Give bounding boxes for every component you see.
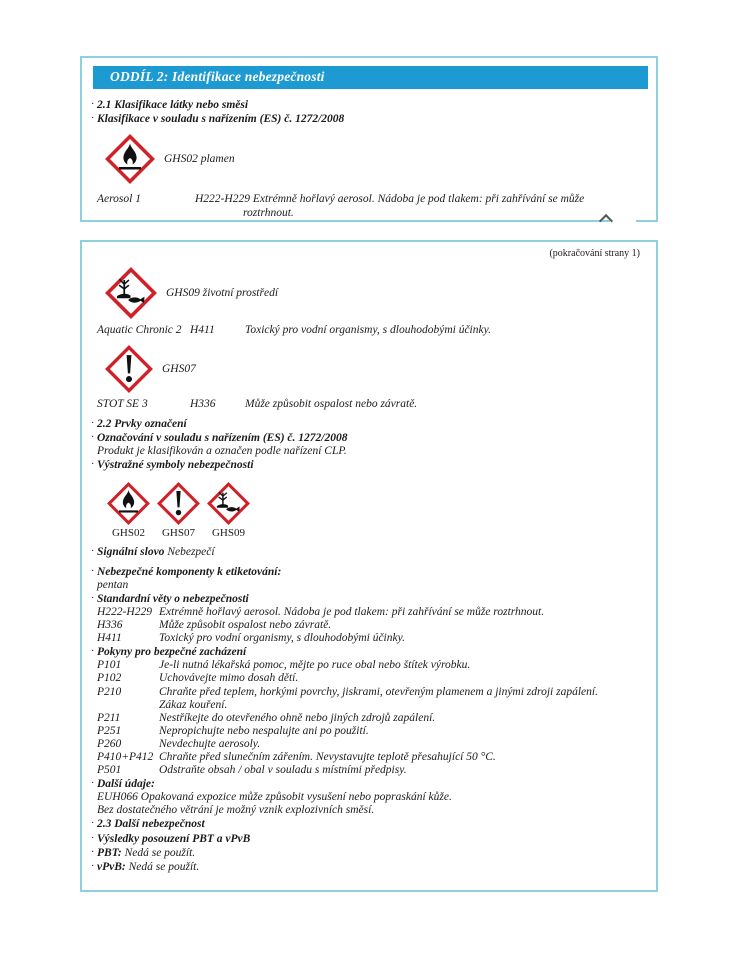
- page-break-notch: [610, 216, 636, 223]
- text-line: [91, 860, 643, 874]
- hazard-class: STOT SE 3: [97, 398, 148, 411]
- bullet-dot: ·: [91, 432, 95, 444]
- text-line: [97, 579, 643, 592]
- text-segment: Nedá se použít.: [124, 846, 196, 859]
- text-segment: Standardní věty o nebezpečnosti: [97, 592, 249, 605]
- statement-row: [97, 725, 643, 738]
- bullet-dot: ·: [91, 418, 95, 430]
- statement-row: [97, 619, 643, 632]
- text-segment: PBT:: [97, 846, 125, 859]
- statement-text: Nestříkejte do otevřeného ohně nebo jiných zdrojů zapálení.: [159, 711, 436, 724]
- text-line: [91, 565, 643, 579]
- text-line: [91, 431, 643, 445]
- statement-row: [97, 659, 643, 672]
- ghs07-exclamation-icon: [105, 345, 153, 393]
- statement-text-continued: Zákaz kouření.: [159, 698, 228, 711]
- text-line: [91, 458, 643, 472]
- text-segment: Další údaje:: [97, 778, 155, 791]
- text-segment: Výsledky posouzení PBT a vPvB: [97, 832, 251, 845]
- pictogram-code-label: GHS02: [111, 526, 145, 539]
- statement-text: Odstraňte obsah / obal v souladu s místními předpisy.: [159, 764, 407, 777]
- bullet-dot: ·: [91, 846, 95, 858]
- statement-row: [97, 606, 643, 619]
- description-line: roztrhnout.: [243, 206, 294, 219]
- bullet-dot: ·: [91, 113, 95, 125]
- ghs09-environment-icon: [207, 482, 250, 525]
- bullet-dot: ·: [91, 832, 95, 844]
- hazard-text: Může způsobit ospalost nebo závratě.: [245, 398, 418, 411]
- hazard-code: H336: [190, 398, 216, 411]
- classification-description: [195, 193, 584, 220]
- statement-text: Je-li nutná lékařská pomoc, mějte po ruce obal nebo štítek výrobku.: [159, 659, 471, 672]
- pictogram-strip: [105, 482, 643, 539]
- section2-box: [80, 56, 658, 222]
- statement-row: [97, 632, 643, 645]
- hazard-class: Aquatic Chronic 2: [97, 324, 182, 336]
- text-segment: pentan: [97, 578, 129, 591]
- text-segment: vPvB:: [97, 860, 129, 873]
- bullet-dot: ·: [91, 592, 95, 604]
- classification-row: [97, 193, 643, 220]
- description-line: H222-H229 Extrémně hořlavý aerosol. Nádoba je pod tlakem: při zahřívání se může: [195, 193, 585, 206]
- statement-row: [97, 712, 643, 725]
- statement-row: [97, 764, 643, 777]
- text-line: [91, 417, 643, 431]
- text-segment: Výstražné symboly nebezpečnosti: [97, 459, 254, 472]
- ghs09-environment-icon: [105, 267, 157, 319]
- text-segment: Označování v souladu s nařízením (ES) č. 1272/2008: [97, 432, 348, 445]
- text-line: [97, 445, 643, 458]
- text-segment: 2.2 Prvky označení: [97, 418, 187, 431]
- statement-text: Extrémně hořlavý aerosol. Nádoba je pod tlakem: při zahřívání se může roztrhnout.: [159, 605, 545, 618]
- statement-text: Uchovávejte mimo dosah dětí.: [159, 672, 299, 685]
- text-segment: 2.1 Klasifikace látky nebo směsi: [97, 99, 249, 111]
- text-segment: 2.3 Další nebezpečnost: [97, 818, 205, 831]
- text-segment: Bez dostatečného větrání je možný vznik explozivních směsí.: [97, 804, 375, 817]
- text-segment: Pokyny pro bezpečné zacházení: [97, 646, 247, 659]
- statement-text: Chraňte před slunečním zářením. Nevystavujte teplotě přesahující 50 °C.: [159, 750, 496, 763]
- statement-text: Chraňte před teplem, horkými povrchy, jiskrami, otevřeným plamenem a jinými zdroji zapálení.: [159, 685, 598, 698]
- pictogram-label: GHS09 životní prostředí: [166, 287, 279, 299]
- ghs02-flame-icon: [107, 482, 150, 525]
- statement-text: Může způsobit ospalost nebo závratě.: [159, 619, 332, 632]
- pictogram-code-label: GHS09: [211, 526, 245, 539]
- pictogram-line: [105, 345, 643, 393]
- text-line: [91, 645, 643, 659]
- statement-row: [97, 738, 643, 751]
- section2-continuation-content: [91, 267, 643, 874]
- hazard-classification-row: [97, 398, 643, 411]
- bullet-dot: ·: [91, 565, 95, 577]
- statement-code: P501: [97, 764, 122, 777]
- pictogram-line: [105, 134, 643, 184]
- pictogram-label: GHS02 plamen: [164, 153, 235, 166]
- text-line: [91, 592, 643, 606]
- statement-code: P101: [97, 659, 122, 672]
- section-title: ODDÍL 2: Identifikace nebezpečnosti: [110, 69, 325, 84]
- statement-text: Nepropichujte nebo nespalujte ani po použití.: [159, 724, 369, 737]
- text-line: [91, 98, 643, 112]
- pictogram-line: [105, 267, 643, 319]
- statement-code: P211: [97, 711, 121, 724]
- statement-code: H411: [97, 632, 122, 645]
- statement-code: P210: [97, 685, 122, 698]
- text-segment: Klasifikace v souladu s nařízením (ES) č. 1272/2008: [97, 113, 345, 126]
- statement-code: P251: [97, 724, 122, 737]
- statement-code: P102: [97, 672, 122, 685]
- section-header-bar: [93, 66, 648, 89]
- text-line: [97, 804, 643, 817]
- statement-row: [97, 686, 643, 712]
- statement-row: [97, 672, 643, 685]
- pictogram-item: [205, 482, 252, 539]
- bullet-dot: ·: [91, 99, 95, 110]
- statement-code: P260: [97, 737, 122, 750]
- statement-code: H222-H229: [97, 605, 152, 618]
- statement-code: H336: [97, 619, 123, 632]
- hazard-text: Toxický pro vodní organismy, s dlouhodobými účinky.: [245, 324, 491, 336]
- statement-text: Toxický pro vodní organismy, s dlouhodobými účinky.: [159, 632, 405, 645]
- statement-text: Nevdechujte aerosoly.: [159, 737, 261, 750]
- pictogram-item: [105, 482, 152, 539]
- text-line: [91, 545, 643, 559]
- ghs02-flame-icon: [105, 134, 155, 184]
- bullet-dot: ·: [91, 818, 95, 830]
- statement-row: [97, 751, 643, 764]
- text-line: [97, 791, 643, 804]
- text-segment: Nebezpečí: [167, 545, 215, 558]
- bullet-dot: ·: [91, 860, 95, 872]
- text-line: [91, 832, 643, 846]
- hazard-classification-row: [97, 324, 643, 337]
- statement-code: P410+P412: [97, 750, 154, 763]
- classification-name: Aerosol 1: [97, 193, 141, 206]
- bullet-dot: ·: [91, 545, 95, 557]
- text-segment: Nebezpečné komponenty k etiketování:: [97, 565, 282, 578]
- section2-content: [91, 98, 643, 220]
- continuation-note: (pokračování strany 1): [549, 248, 640, 259]
- text-line: [91, 112, 643, 126]
- bullet-dot: ·: [91, 459, 95, 471]
- text-line: [91, 846, 643, 860]
- pictogram-item: [155, 482, 202, 539]
- text-segment: Nedá se použít.: [128, 860, 200, 873]
- hazard-code: H411: [190, 324, 215, 336]
- bullet-dot: ·: [91, 778, 95, 790]
- pictogram-code-label: GHS07: [161, 526, 195, 539]
- text-segment: EUH066 Opakovaná expozice může způsobit vysušení nebo popraskání kůže.: [97, 791, 452, 804]
- text-line: [91, 817, 643, 831]
- text-line: [91, 777, 643, 791]
- text-segment: Signální slovo: [97, 545, 168, 558]
- section2-continuation-box: [80, 240, 658, 892]
- pictogram-label: GHS07: [162, 363, 196, 376]
- bullet-dot: ·: [91, 646, 95, 658]
- text-segment: Produkt je klasifikován a označen podle nařízení CLP.: [97, 445, 347, 458]
- ghs07-exclamation-icon: [157, 482, 200, 525]
